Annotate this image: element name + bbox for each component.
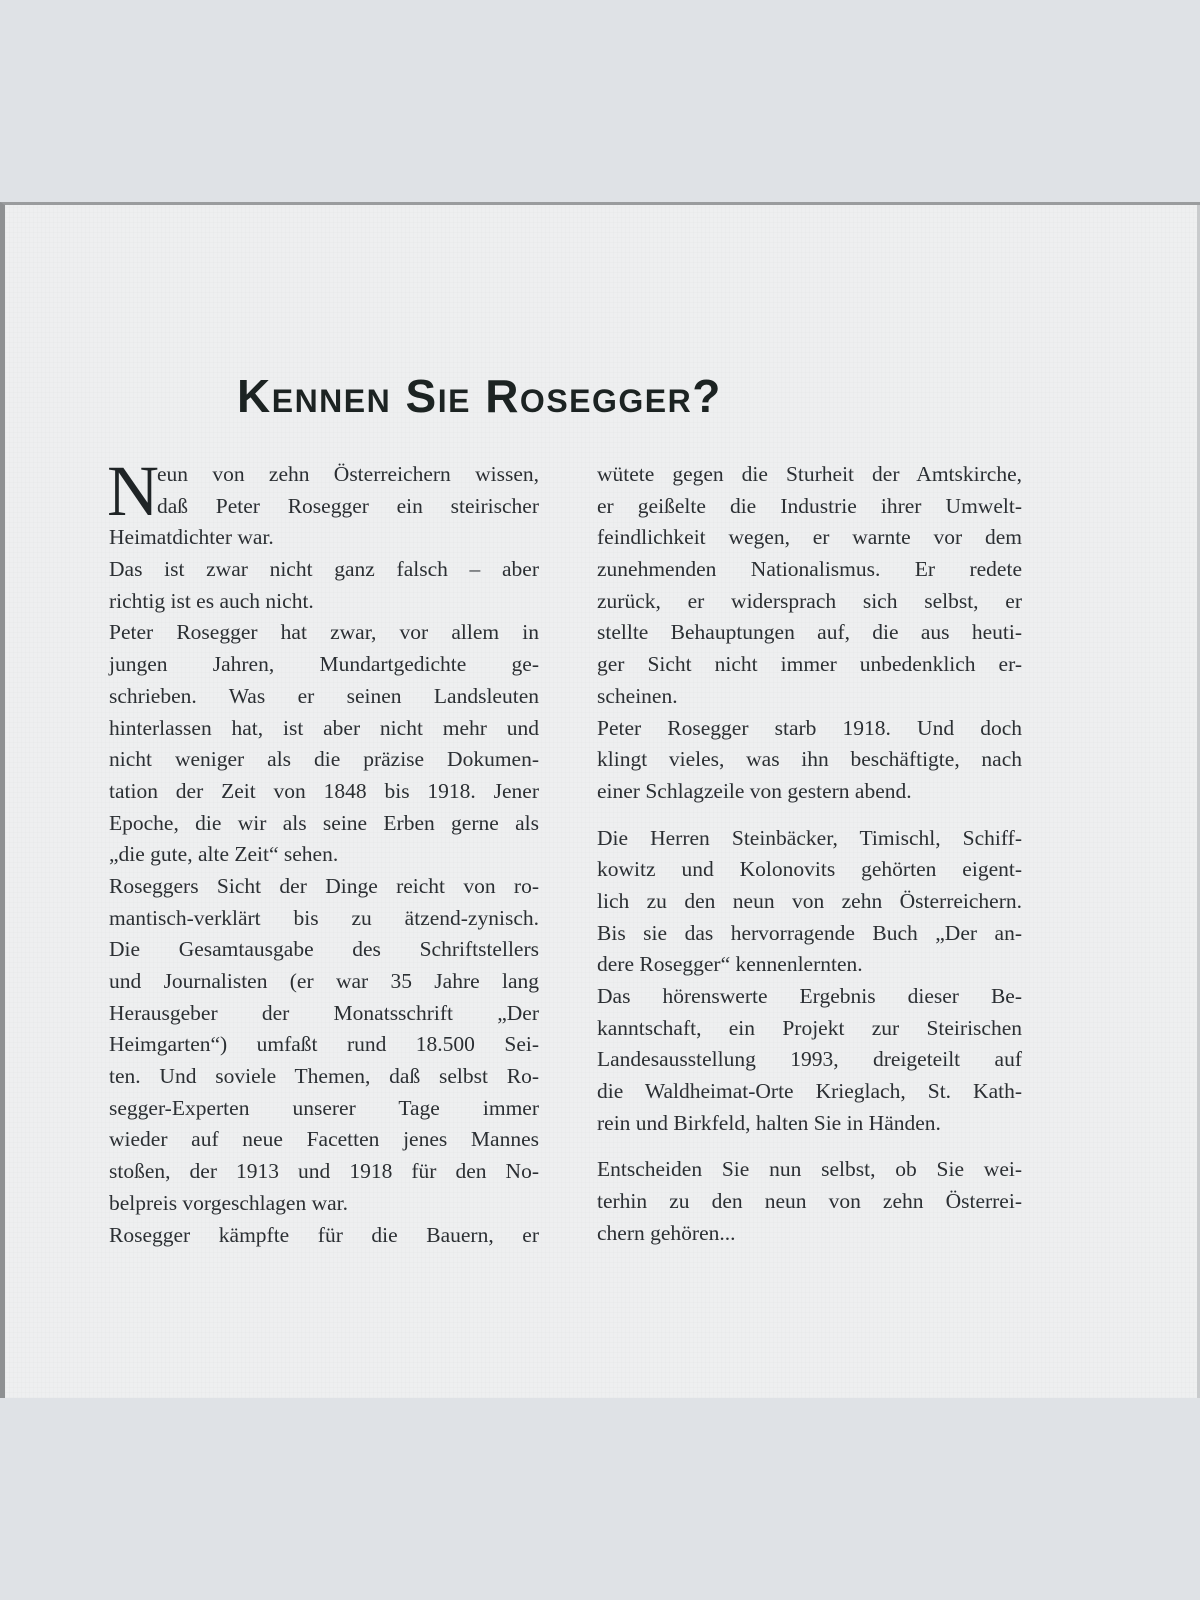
text-line: Peter Rosegger hat zwar, vor allem in: [109, 620, 539, 645]
text-line: Entscheiden Sie nun selbst, ob Sie wei-: [597, 1157, 1022, 1182]
text-line: Roseggers Sicht der Dinge reicht von ro-: [109, 873, 539, 898]
text-line: kanntschaft, ein Projekt zur Steirischen: [597, 1015, 1022, 1040]
text-line: Die Gesamtausgabe des Schriftstellers: [109, 937, 539, 962]
text-line: belpreis vorgeschlagen war.: [109, 1190, 349, 1215]
text-line: jungen Jahren, Mundartgedichte ge-: [109, 652, 539, 677]
text-line: „die gute, alte Zeit“ sehen.: [109, 842, 339, 867]
right-column: [597, 459, 1022, 1250]
text-line: Heimatdichter war.: [109, 525, 274, 550]
text-line: klingt vieles, was ihn beschäftigte, nach: [597, 747, 1022, 772]
text-line: kowitz und Kolonovits gehörten eigent-: [597, 857, 1022, 882]
text-line: lich zu den neun von zehn Österreichern.: [597, 888, 1022, 913]
scanned-page: [0, 202, 1200, 1398]
text-line: Herausgeber der Monatsschrift „Der: [109, 1000, 539, 1025]
text-line: schrieben. Was er seinen Landsleuten: [109, 683, 539, 708]
text-line: Die Herren Steinbäcker, Timischl, Schiff-: [597, 825, 1022, 850]
text-line: tation der Zeit von 1848 bis 1918. Jener: [109, 778, 539, 803]
left-column-text: [107, 451, 539, 1251]
text-line: und Journalisten (er war 35 Jahre lang: [109, 969, 539, 993]
text-line: Das ist zwar nicht ganz falsch – aber: [109, 557, 539, 582]
text-line: Peter Rosegger starb 1918. Und doch: [597, 715, 1022, 740]
text-line: terhin zu den neun von zehn Österrei-: [597, 1189, 1022, 1214]
text-line: feindlichkeit wegen, er warnte vor dem: [597, 525, 1022, 550]
text-line: ten. Und soviele Themen, daß selbst Ro-: [109, 1064, 539, 1089]
text-line: zurück, er widersprach sich selbst, er: [597, 588, 1022, 613]
text-line: eun von zehn Österreichern wissen,: [157, 462, 539, 486]
text-line: zunehmenden Nationalismus. Er redete: [597, 557, 1022, 582]
text-line: stoßen, der 1913 und 1918 für den No-: [109, 1159, 539, 1184]
text-line: Landesausstellung 1993, dreigeteilt auf: [597, 1047, 1022, 1072]
text-line: rein und Birkfeld, halten Sie in Händen.: [597, 1110, 941, 1135]
text-line: Das hörenswerte Ergebnis dieser Be-: [597, 984, 1022, 1008]
text-line: er geißelte die Industrie ihrer Umwelt-: [597, 493, 1022, 518]
text-line: ger Sicht nicht immer unbedenklich er-: [597, 652, 1022, 677]
paragraph-gap: [597, 808, 1022, 823]
text-line: die Waldheimat-Orte Krieglach, St. Kath-: [597, 1079, 1022, 1104]
text-line: dere Rosegger“ kennenlernten.: [597, 952, 863, 977]
text-line: einer Schlagzeile von gestern abend.: [597, 778, 912, 803]
drop-cap: N: [107, 451, 159, 531]
text-line: wütete gegen die Sturheit der Amtskirche,: [597, 462, 1022, 486]
text-line: Rosegger kämpfte für die Bauern, er: [109, 1222, 539, 1247]
left-column: [107, 451, 539, 1251]
text-line: daß Peter Rosegger ein steirischer: [157, 493, 539, 518]
text-line: chern gehören...: [597, 1220, 736, 1245]
text-line: scheinen.: [597, 683, 678, 708]
text-line: mantisch-verklärt bis zu ätzend-zynisch.: [109, 905, 539, 930]
text-line: nicht weniger als die präzise Dokumen-: [109, 747, 539, 772]
text-line: stellte Behauptungen auf, die aus heuti-: [597, 620, 1022, 645]
text-line: Bis sie das hervorragende Buch „Der an-: [597, 920, 1022, 945]
text-line: Heimgarten“) umfaßt rund 18.500 Sei-: [109, 1032, 539, 1057]
text-line: hinterlassen hat, ist aber nicht mehr und: [109, 715, 539, 740]
page-title: Kennen Sie Rosegger?: [237, 370, 722, 422]
text-line: Epoche, die wir als seine Erben gerne als: [109, 810, 539, 835]
right-column-text: [597, 459, 1022, 1250]
text-line: wieder auf neue Facetten jenes Mannes: [109, 1127, 539, 1152]
paragraph-gap: [597, 1139, 1022, 1154]
text-line: richtig ist es auch nicht.: [109, 588, 314, 613]
text-line: segger-Experten unserer Tage immer: [109, 1095, 539, 1120]
